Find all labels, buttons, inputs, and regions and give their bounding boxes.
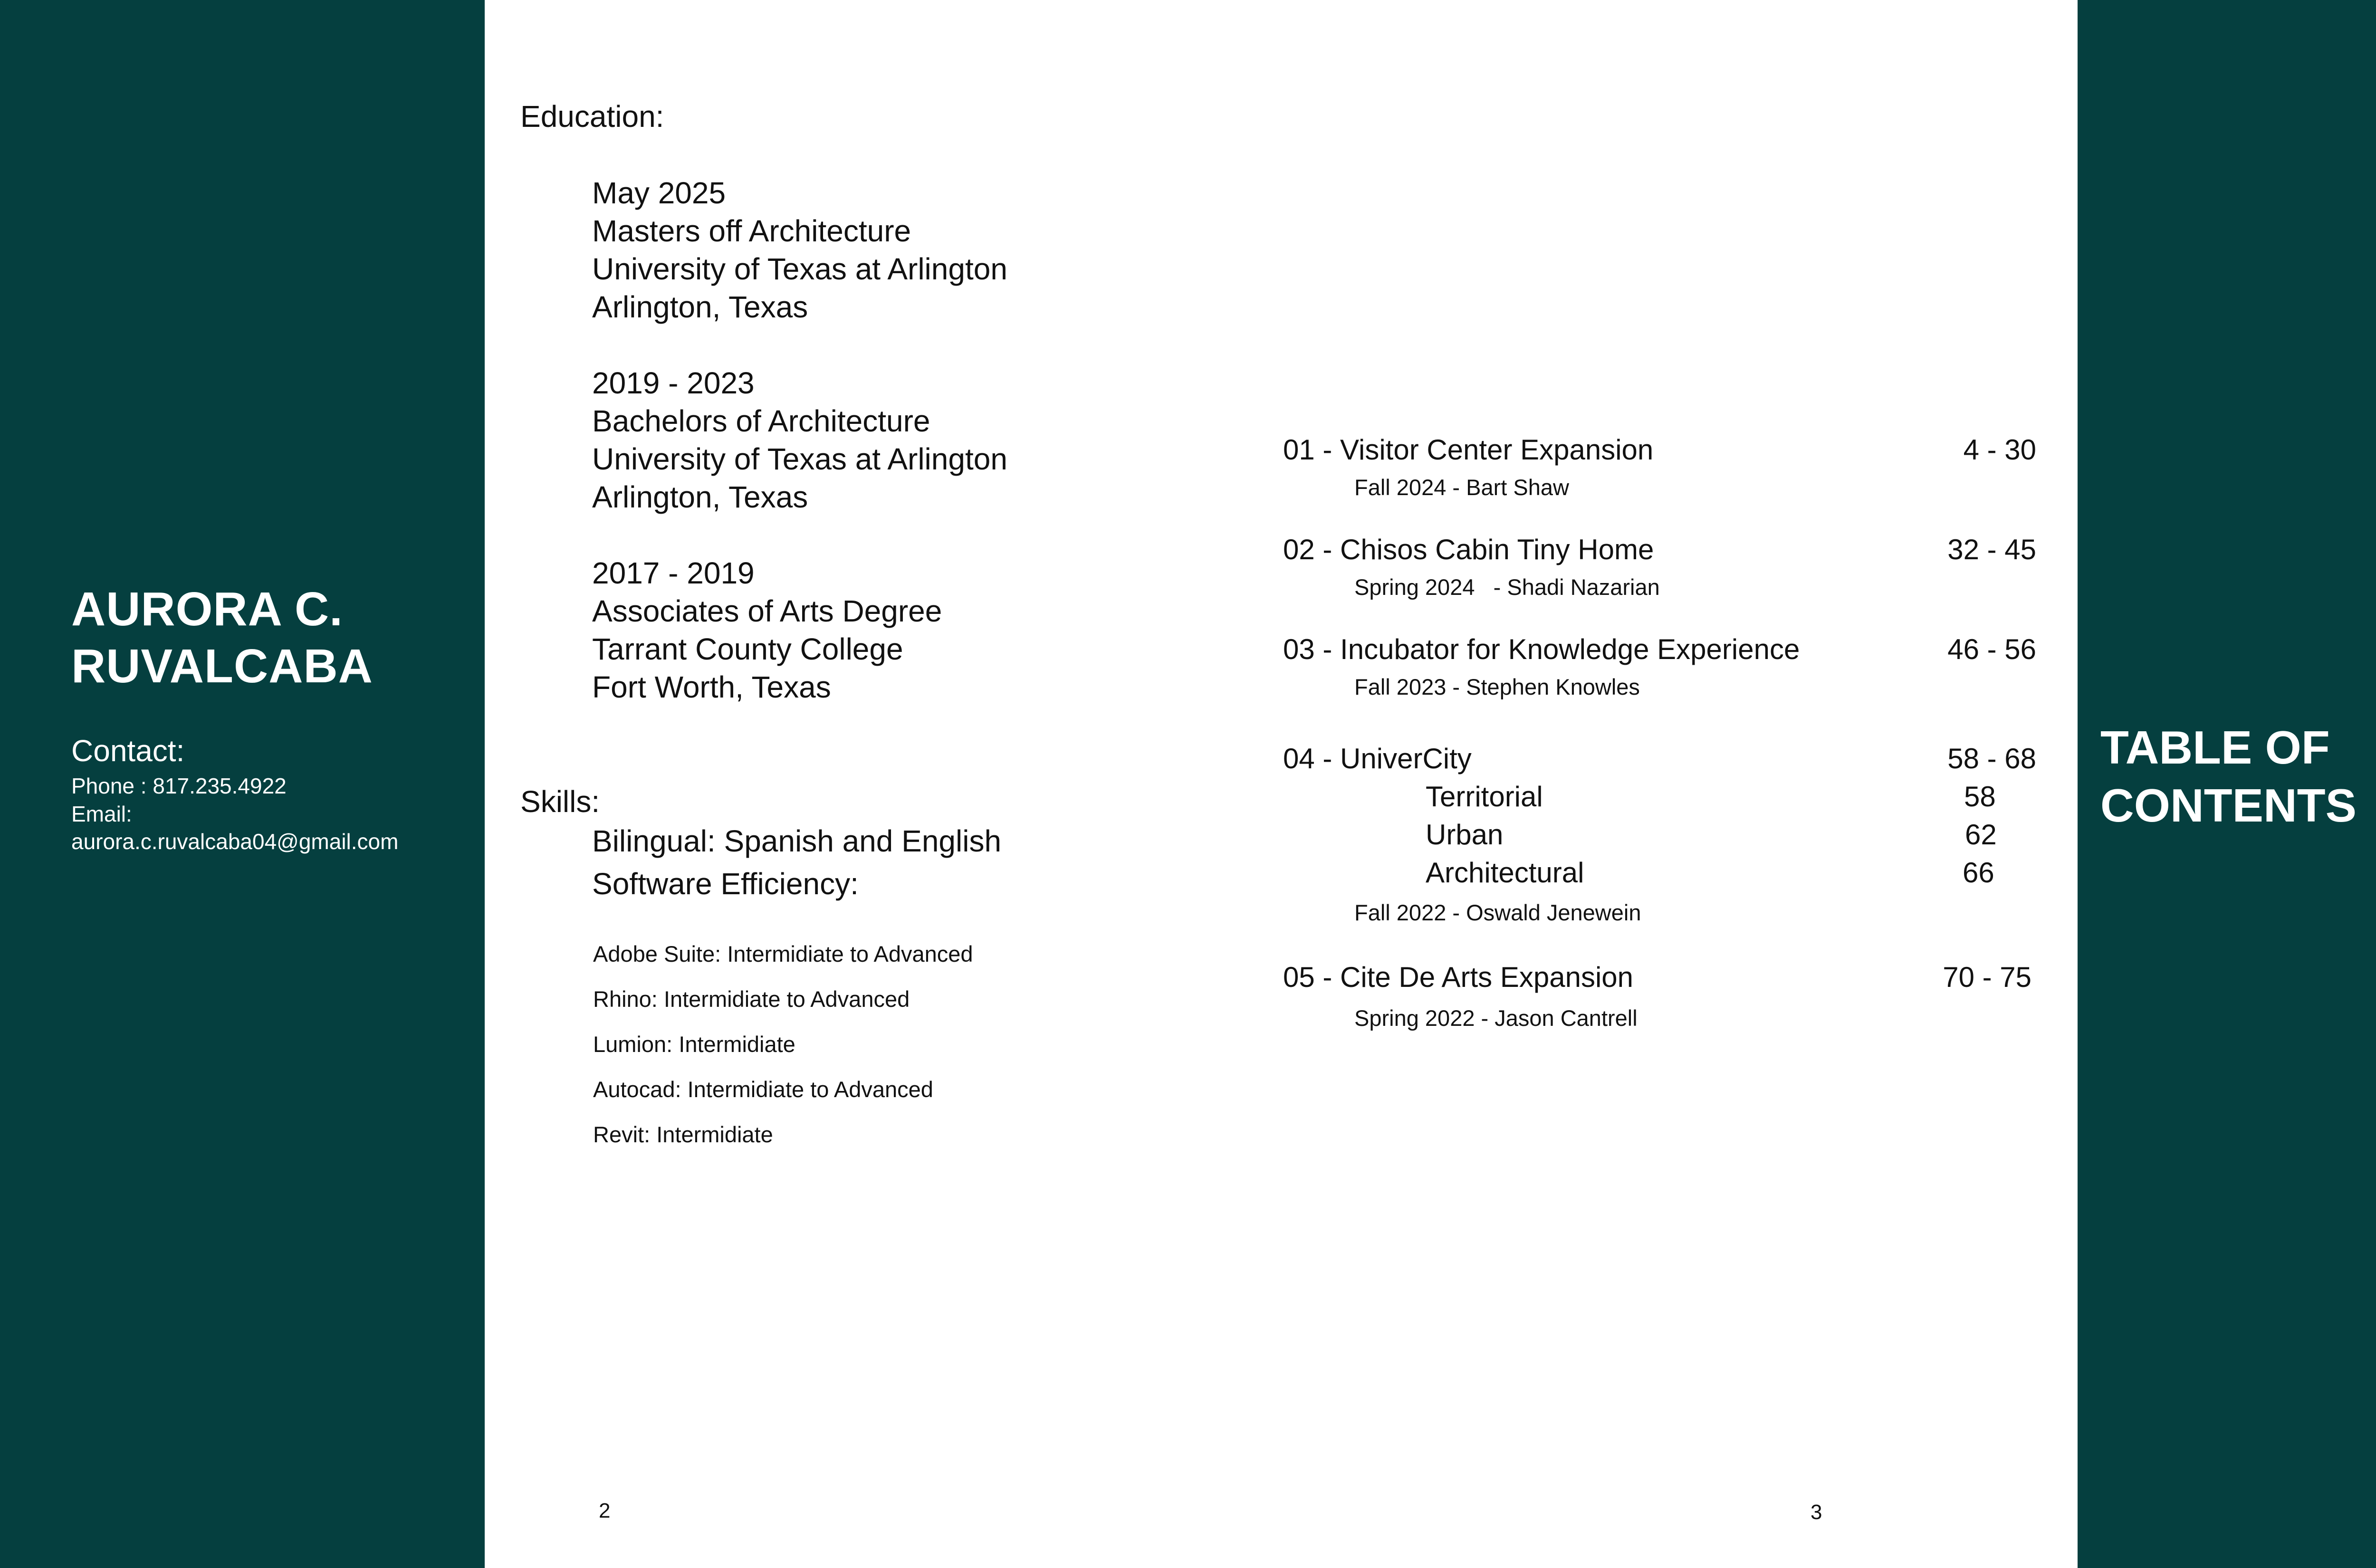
toc-entry-title: 05 - Cite De Arts Expansion <box>1283 961 1634 993</box>
toc-entry-pages: 58 - 68 <box>1947 743 2036 774</box>
contact-email: aurora.c.ruvalcaba04@gmail.com <box>71 829 399 854</box>
toc-subsection-name: Territorial <box>1426 781 1543 813</box>
name-line-1: AURORA C. <box>71 583 343 636</box>
toc-entry-title: 02 - Chisos Cabin Tiny Home <box>1283 534 1654 565</box>
toc-entry-subtitle: Fall 2024 - Bart Shaw <box>1354 475 1569 500</box>
education-location: Arlington, Texas <box>592 290 808 324</box>
toc-title <box>2100 721 2357 832</box>
education-location: Fort Worth, Texas <box>592 670 831 704</box>
toc-entry-title: 03 - Incubator for Knowledge Experience <box>1283 633 1800 665</box>
skills-heading: Skills: <box>520 784 600 819</box>
skill-bilingual: Bilingual: Spanish and English <box>592 824 1002 858</box>
education-heading: Education: <box>520 99 664 134</box>
education-entry <box>592 364 1007 516</box>
software-item: Adobe Suite: Intermidiate to Advanced <box>593 941 973 966</box>
education-entry <box>592 554 942 706</box>
toc-entry-subtitle: Fall 2022 - Oswald Jenewein <box>1354 900 1641 925</box>
page-number-right: 3 <box>1811 1501 1822 1524</box>
toc-subsection-page: 62 <box>1965 819 1997 851</box>
toc-title-line-2: CONTENTS <box>2100 779 2357 832</box>
author-name <box>71 581 373 695</box>
toc-entry-subtitle: Spring 2024 - Shadi Nazarian <box>1354 574 1660 600</box>
toc-subsection-name: Urban <box>1426 819 1504 851</box>
education-degree: Bachelors of Architecture <box>592 404 930 438</box>
contact-phone: Phone : 817.235.4922 <box>71 774 287 798</box>
page-number-left: 2 <box>599 1499 611 1522</box>
toc-entry-pages: 46 - 56 <box>1947 633 2036 665</box>
toc-entry-pages: 70 - 75 <box>1943 961 2031 993</box>
skill-software-heading: Software Efficiency: <box>592 867 859 901</box>
software-item: Autocad: Intermidiate to Advanced <box>593 1077 933 1102</box>
toc-subsection-page: 58 <box>1964 781 1996 813</box>
education-degree: Associates of Arts Degree <box>592 594 942 628</box>
education-school: University of Texas at Arlington <box>592 442 1007 476</box>
toc-entry-title: 01 - Visitor Center Expansion <box>1283 434 1654 466</box>
education-location: Arlington, Texas <box>592 480 808 514</box>
toc-entry-subtitle: Fall 2023 - Stephen Knowles <box>1354 674 1640 699</box>
education-entry <box>592 174 1007 326</box>
toc-entry-subtitle: Spring 2022 - Jason Cantrell <box>1354 1005 1638 1031</box>
toc-title-line-1: TABLE OF <box>2100 721 2330 774</box>
toc-subsection-page: 66 <box>1963 857 1994 889</box>
toc-entry-pages: 4 - 30 <box>1963 434 2036 466</box>
toc-entry-pages: 32 - 45 <box>1947 534 2036 565</box>
software-item: Rhino: Intermidiate to Advanced <box>593 986 910 1012</box>
education-dates: May 2025 <box>592 176 726 210</box>
software-item: Lumion: Intermidiate <box>593 1032 795 1057</box>
contact-heading: Contact: <box>71 734 185 768</box>
education-school: University of Texas at Arlington <box>592 252 1007 286</box>
name-line-2: RUVALCABA <box>71 640 373 693</box>
software-item: Revit: Intermidiate <box>593 1122 773 1147</box>
contact-email-label: Email: <box>71 802 132 826</box>
education-dates: 2017 - 2019 <box>592 556 755 590</box>
education-school: Tarrant County College <box>592 632 903 666</box>
toc-entry-title: 04 - UniverCity <box>1283 743 1472 774</box>
education-dates: 2019 - 2023 <box>592 366 755 400</box>
toc-subsection-name: Architectural <box>1426 857 1584 889</box>
education-degree: Masters off Architecture <box>592 214 911 248</box>
